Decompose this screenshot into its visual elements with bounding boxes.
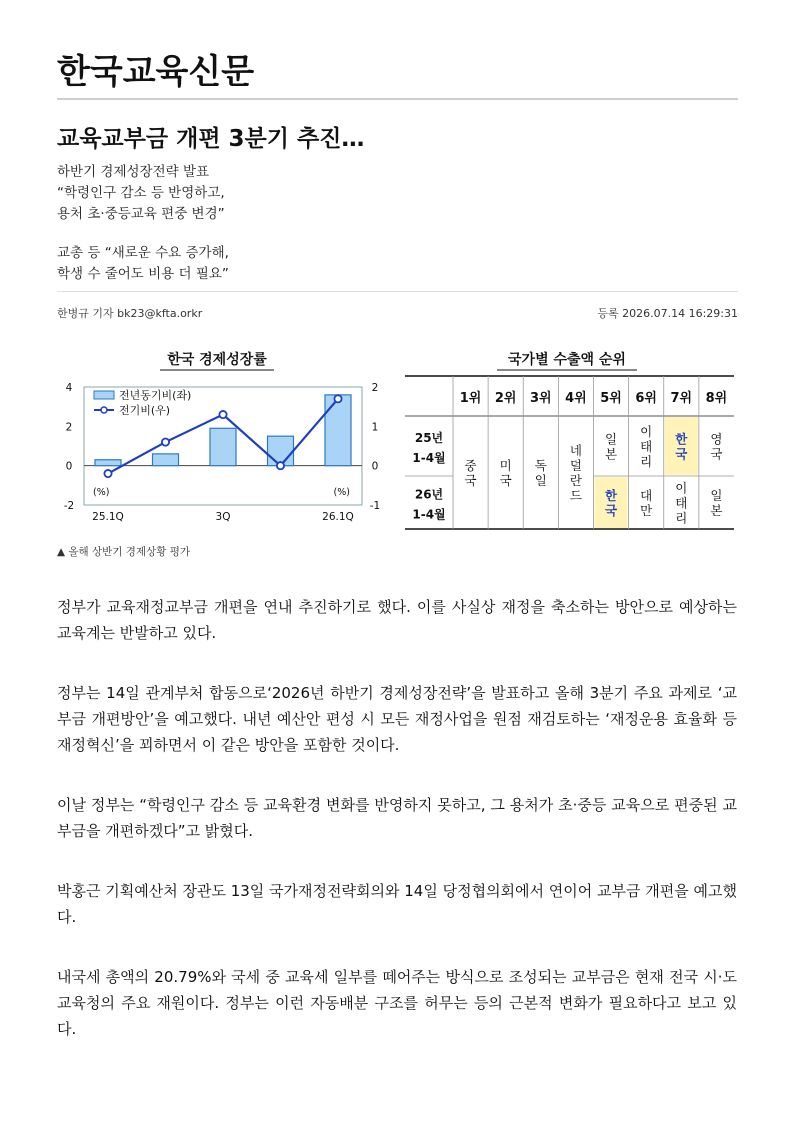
subhead-line: 하반기 경제성장전략 발표 (57, 164, 210, 180)
x-tick-label: 3Q (215, 511, 231, 523)
table-cell: 이 태 리 (640, 424, 653, 469)
table-row-label: 1-4월 (412, 507, 446, 522)
author-byline: 한병규 기자 bk23@kfta.orkr (57, 307, 203, 320)
left-axis-tick-label: 2 (65, 421, 73, 434)
table-row-label: 25년 (414, 431, 444, 445)
table-cell: 이 태 리 (675, 480, 688, 526)
table-row-label: 26년 (414, 487, 444, 502)
figure-caption: ▲ 올해 상반기 경제상황 평가 (57, 546, 190, 558)
line-point (162, 438, 169, 445)
table-cell: 독 일 (534, 458, 547, 488)
table-title: 국가별 수출액 순위 (508, 352, 626, 368)
left-axis-tick-label: 4 (65, 382, 73, 394)
line-point (334, 395, 341, 402)
table-cell: 한 국 (675, 431, 688, 462)
article-paragraph: 정부가 교육재정교부금 개편을 연내 추진하기로 했다. 이를 사실상 재정을 축소하는 방안으로 예상하는 교육계는 반발하고 있다. (57, 598, 737, 642)
masthead-logo[interactable]: 한국교육신문 (57, 52, 255, 92)
right-axis-unit: (%) (333, 487, 350, 498)
right-axis-tick-label: 2 (371, 382, 379, 394)
article-body (57, 594, 737, 1076)
article-paragraph: 내국세 총액의 20.79%와 국세 중 교육세 일부를 떼어주는 방식으로 조성되는 교부금은 현재 전국 시·도교육청의 주요 재원이다. 정부는 이런 자동배분 구조를 허무는 등의 근본적 변화가 필요하다고 보고 있다. (57, 968, 737, 1038)
table-cell: 대 만 (640, 488, 653, 518)
left-axis-tick-label: 0 (65, 460, 73, 473)
table-header-cell: 4위 (565, 391, 587, 406)
table-header-cell: 2위 (494, 391, 517, 406)
right-axis-tick-label: 1 (371, 421, 379, 434)
table-cell: 일 본 (605, 431, 618, 462)
left-axis-tick-label: -2 (63, 500, 75, 512)
bar-mark (95, 460, 121, 466)
article-figure (57, 345, 737, 535)
article-paragraph: 이날 정부는 “학령인구 감소 등 교육환경 변화를 반영하지 못하고, 그 용처가 초·중등 교육으로 편중된 교부금을 개편하겠다”고 밝혔다. (57, 796, 737, 840)
line-point (104, 470, 111, 477)
bar-mark (210, 428, 236, 465)
subhead-line: 교총 등 “새로운 수요 증가해, (57, 245, 229, 261)
table-header-cell: 7위 (670, 391, 693, 406)
table-cell: 영 국 (710, 431, 723, 462)
table-cell: 미 국 (499, 458, 512, 488)
table-header-cell: 3위 (530, 391, 552, 406)
masthead-divider (57, 98, 738, 100)
subhead-line: 학생 수 줄어도 비용 더 필요” (57, 266, 229, 282)
x-tick-label: 25.1Q (92, 511, 124, 523)
line-point (277, 462, 284, 469)
table-header-cell: 5위 (600, 391, 622, 406)
table-cell: 일 본 (710, 488, 723, 518)
article-paragraph: 박홍근 기획예산처 장관도 13일 국가재정전략회의와 14일 당정협의회에서 연이어 교부금 개편을 예고했다. (57, 882, 737, 926)
article-headline: 교육교부금 개편 3분기 추진… (57, 126, 365, 152)
legend-label: 전기비(우) (119, 404, 171, 417)
right-axis-tick-label: -1 (369, 500, 381, 512)
table-header-cell: 6위 (635, 391, 657, 406)
publish-date: 등록 2026.07.14 16:29:31 (597, 307, 738, 320)
x-tick-label: 26.1Q (322, 511, 354, 523)
legend-swatch-bar (94, 391, 114, 399)
table-row-label: 1-4월 (412, 451, 446, 465)
subhead-line: 용처 초·중등교육 편중 변경” (57, 206, 225, 222)
figure-graphic (57, 345, 737, 535)
legend-label: 전년동기비(좌) (119, 389, 192, 402)
legend-swatch-point (101, 407, 107, 413)
bar-mark (153, 454, 179, 466)
line-point (219, 411, 226, 418)
article-subheads (57, 162, 229, 285)
table-cell: 한 국 (605, 488, 618, 518)
table-cell: 중 국 (464, 458, 477, 488)
bar-mark (325, 395, 351, 466)
table-header-cell: 1위 (459, 391, 482, 406)
byline-divider (57, 291, 738, 292)
table-header-cell: 8위 (705, 391, 728, 406)
left-axis-unit: (%) (93, 487, 110, 498)
right-axis-tick-label: 0 (371, 460, 379, 473)
chart-title: 한국 경제성장률 (167, 352, 267, 368)
subhead-line: “학령인구 감소 등 반영하고, (57, 185, 225, 201)
table-cell: 네 덜 란 드 (569, 443, 582, 503)
article-paragraph: 정부는 14일 관계부처 합동으로‘2026년 하반기 경제성장전략’을 발표하고 올해 3분기 주요 과제로 ‘교부금 개편방안’을 예고했다. 내년 예산안 편성 시 모든 재정사업을 원점 재검토하는 ‘재정운용 효율화 등 재정혁신’을 꾀하면서 이 같은 방안을 포함한 것이다. (57, 684, 737, 754)
